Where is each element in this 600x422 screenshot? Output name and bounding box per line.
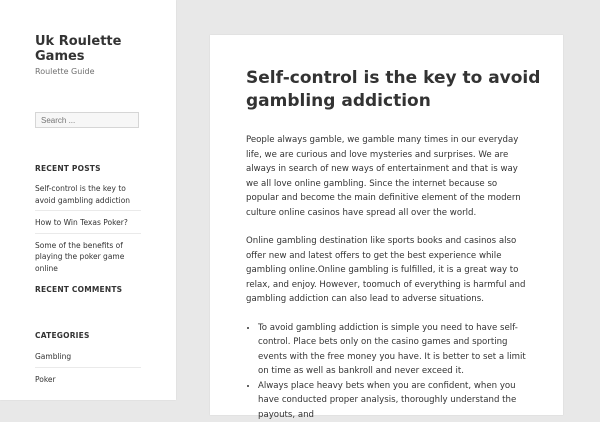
post-content — [246, 133, 532, 422]
recent-posts-list — [35, 183, 141, 284]
post-title[interactable]: Self-control is the key to avoid gambling addiction — [246, 67, 546, 113]
categories-heading: CATEGORIES — [35, 331, 90, 340]
post-bullet-list — [246, 321, 532, 422]
site-title[interactable]: Uk Roulette Games — [35, 34, 165, 64]
recent-post-link[interactable]: How to Win Texas Poker? — [35, 217, 141, 234]
category-link[interactable]: Poker — [35, 374, 141, 390]
sidebar — [0, 0, 176, 400]
recent-posts-heading: RECENT POSTS — [35, 164, 101, 173]
post-paragraph: Online gambling destination like sports books and casinos also offer new and latest offers to get the best experience while gambling online.Online gambling is fulfilled, it is a great way to relax, and enjoy. However, toomuch of everything is harmful and gambling addiction can also lead to adverse situations. — [246, 234, 532, 307]
post-paragraph: People always gamble, we gamble many times in our everyday life, we are curious and love mysteries and surprises. We are always in search of new ways of entertainment and that is way we all love online gambling. Since the internet because so popular and become the main definitive element of the modern culture online casinos have spread all over the world. — [246, 133, 532, 220]
post-article — [210, 35, 563, 415]
post-bullet-item: • To avoid gambling addiction is simple you need to have self-control. Place bets only on the casino games and sporting events with the free money you have. It is better to set a limit on time as well as bankroll and never exceed it. — [258, 321, 532, 379]
recent-comments-heading: RECENT COMMENTS — [35, 285, 122, 294]
search-input[interactable] — [35, 112, 139, 128]
site-description: Roulette Guide — [35, 67, 95, 76]
category-link[interactable]: Gambling — [35, 351, 141, 368]
post-bullet-item: • Always place heavy bets when you are confident, when you have conducted proper analysis, thoroughly understand the payouts, and — [258, 379, 532, 422]
recent-post-link[interactable]: Some of the benefits of playing the poker game online — [35, 240, 141, 279]
categories-list — [35, 351, 141, 395]
recent-post-link[interactable]: Self-control is the key to avoid gambling addiction — [35, 183, 141, 211]
